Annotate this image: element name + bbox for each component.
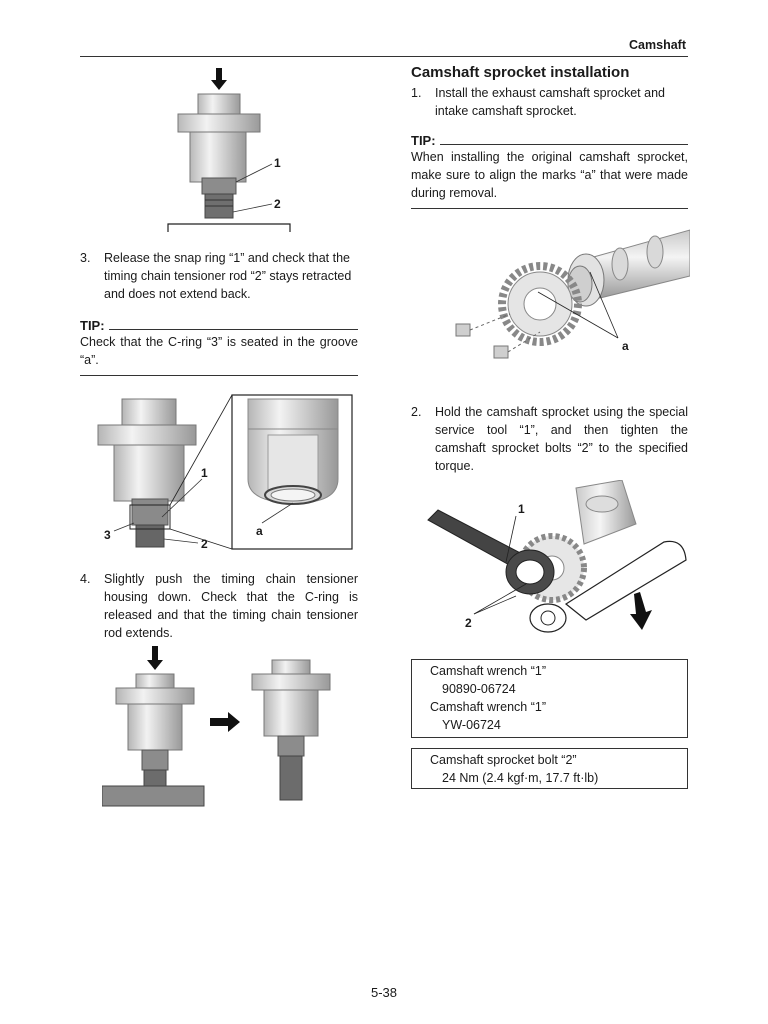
torque-item: Camshaft sprocket bolt “2” <box>430 753 577 767</box>
step-2 <box>411 403 688 475</box>
figure-c-ring-detail <box>90 393 358 551</box>
figure-tensioner-push-down <box>102 646 342 808</box>
tip-rule <box>440 144 688 145</box>
figure-label: 2 <box>201 537 208 551</box>
tip-text: Check that the C-ring “3” is seated in the groove “a”. <box>80 335 358 367</box>
step-3 <box>80 249 358 303</box>
tip-end-rule <box>411 208 688 209</box>
tip-end-rule <box>80 375 358 376</box>
figure-label: 3 <box>104 528 111 542</box>
figure-label: a <box>622 339 629 353</box>
section-title: Camshaft sprocket installation <box>411 64 630 81</box>
figure-label: 1 <box>518 502 525 516</box>
figure-sprocket-alignment <box>440 222 690 370</box>
torque-value: 24 Nm (2.4 kgf·m, 17.7 ft·lb) <box>442 771 599 785</box>
figure-label: a <box>256 524 263 538</box>
tool-part-number: 90890-06724 <box>442 682 516 696</box>
figure-label: 1 <box>201 466 208 480</box>
step-text: Hold the camshaft sprocket using the special service tool “1”, and then tighten the camshaft sprocket bolts “2” to the specified torque. <box>435 405 688 473</box>
tip-box <box>80 318 358 376</box>
step-text: Release the snap ring “1” and check that the timing chain tensioner rod “2” stays retracted and does not extend back. <box>104 251 352 301</box>
step-4 <box>80 570 358 642</box>
service-tool-box <box>411 659 688 738</box>
tip-heading <box>80 318 358 333</box>
tip-box <box>411 133 688 209</box>
section-header: Camshaft <box>629 38 686 52</box>
step-number: 2. <box>411 405 422 419</box>
tool-name: Camshaft wrench “1” <box>430 664 547 678</box>
step-text: Install the exhaust camshaft sprocket and intake camshaft sprocket. <box>435 86 665 118</box>
step-number: 3. <box>80 251 91 265</box>
tip-label: TIP: <box>411 133 436 148</box>
figure-label: 2 <box>274 197 281 211</box>
header-divider <box>80 56 688 57</box>
torque-spec-box <box>411 748 688 789</box>
figure-tensioner-release <box>160 66 310 234</box>
figure-label: 1 <box>274 156 281 170</box>
step-number: 1. <box>411 86 422 100</box>
tool-part-number: YW-06724 <box>442 718 501 732</box>
tip-rule <box>109 329 358 330</box>
tip-text: When installing the original camshaft sprocket, make sure to align the marks “a” that were made during removal. <box>411 150 688 200</box>
step-text: Slightly push the timing chain tensioner housing down. Check that the C-ring is released and that the timing chain tensioner rod extends. <box>104 572 358 640</box>
step-number: 4. <box>80 572 91 586</box>
step-1 <box>411 84 688 120</box>
page-number: 5-38 <box>370 985 398 1000</box>
tip-label: TIP: <box>80 318 105 333</box>
figure-label: 2 <box>465 616 472 630</box>
tool-name: Camshaft wrench “1” <box>430 700 547 714</box>
tip-heading <box>411 133 688 148</box>
